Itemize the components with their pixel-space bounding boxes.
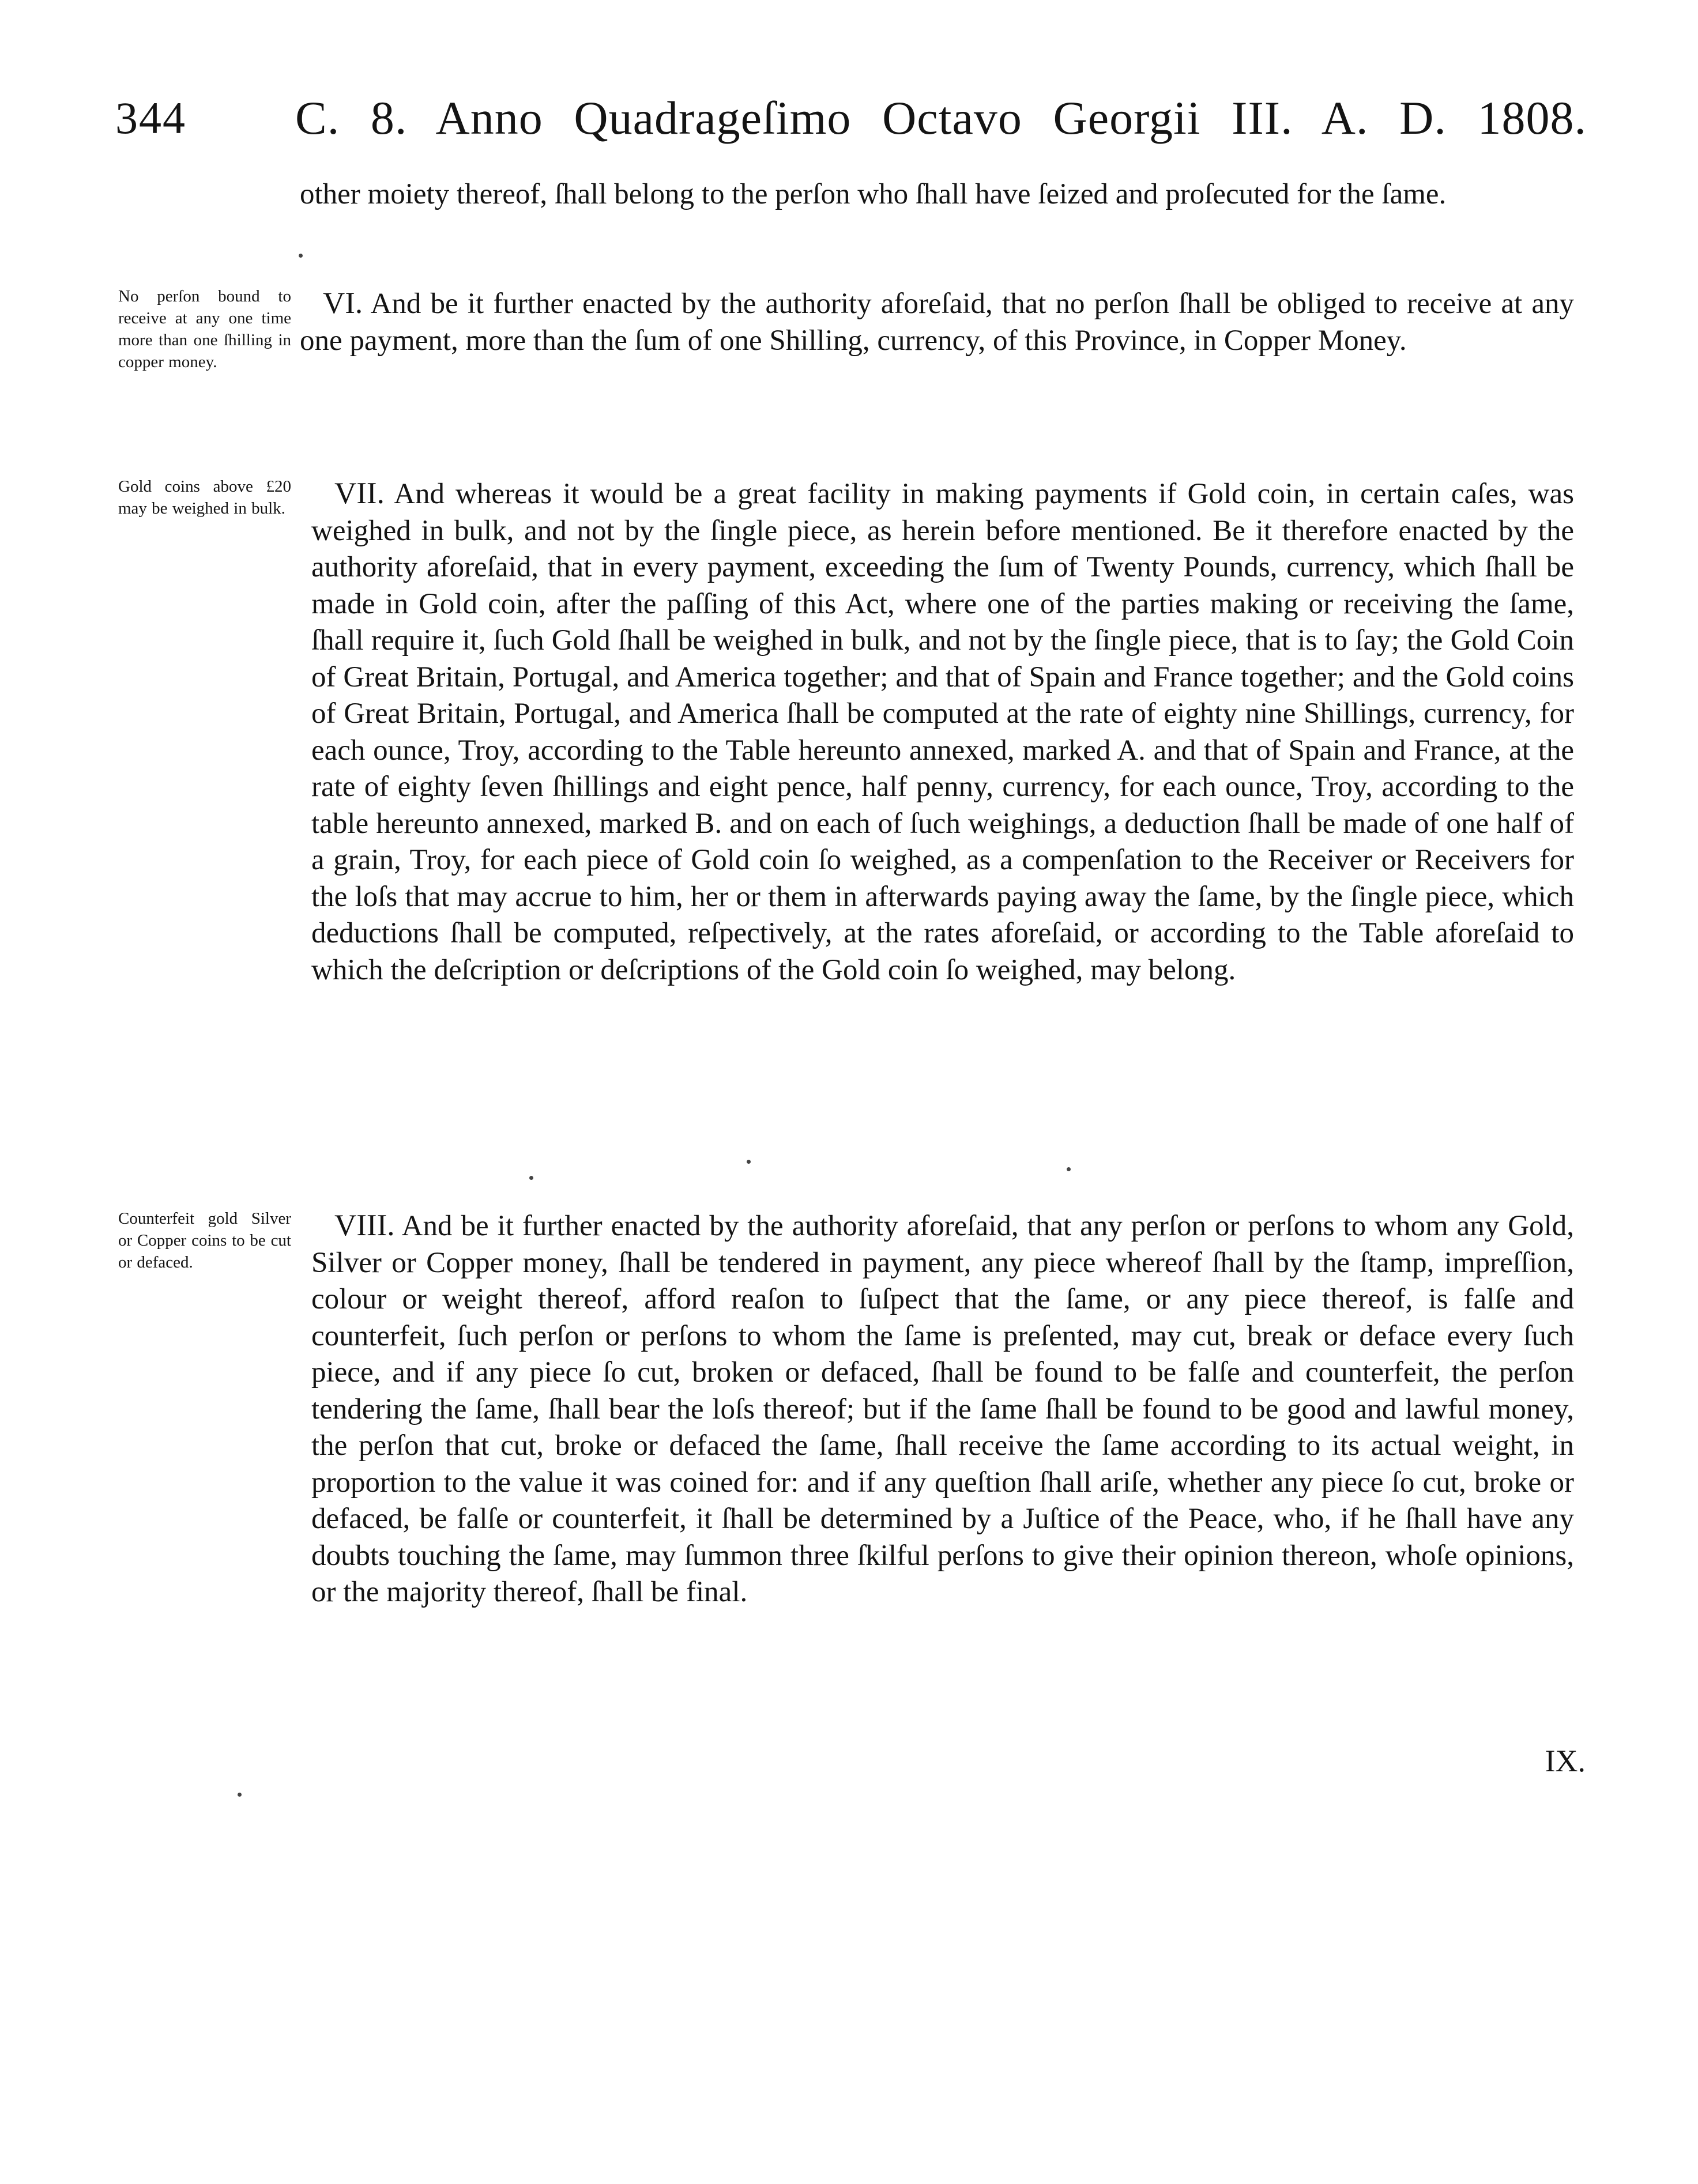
ink-speck [529,1176,533,1180]
page-header [115,89,1591,153]
section-number: VII. [334,477,385,510]
catchword: IX. [1545,1744,1586,1778]
section-number: VI. [323,286,363,320]
sidenote-copper-money: No perſon bound to receive at any one time more than one ſhilling in copper money. [118,287,291,371]
section-body: And be it further enacted by the authority aforeſaid, that any perſon or perſons to whom any Gold, Silver or Copper money, ſhall be tendered in payment, any piece whereof ſhall by the ſtamp, impreſſion, colour or weight thereof, afford reaſon to ſuſpect that the ſame, or any piece thereof, is falſe and counterfeit, ſuch perſon or perſons to whom the ſame is preſented, may cut, break or deface every ſuch piece, and if any piece ſo cut, broken or defaced, ſhall be found to be falſe and counterfeit, the perſon tendering the ſame, ſhall bear the loſs thereof; but if the ſame ſhall be found to be good and lawful money, the perſon that cut, broke or defaced the ſame, ſhall receive the ſame according to its actual weight, in proportion to the value it was coined for: and if any queſtion ſhall ariſe, whether any piece ſo cut, broke or defaced, be falſe or counterfeit, it ſhall be determined by a Juſtice of the Peace, who, if he ſhall have any doubts touching the ſame, may ſummon three ſkilful perſons to give their opinion thereon, whoſe opinions, or the majority thereof, ſhall be final. [311,1210,1575,1608]
ink-speck [238,1793,242,1797]
section-vi-text [300,285,1574,359]
section-number: VIII. [334,1209,395,1242]
page-number: 344 [115,93,186,143]
section-viii-text [311,1208,1574,1611]
ink-speck [299,254,303,258]
sidenote-gold-coins-bulk: Gold coins above £20 may be weighed in bulk. [118,477,291,518]
sidenote-counterfeit-coins: Counterfeit gold Silver or Copper coins to be cut or defaced. [118,1209,291,1272]
running-head: C. 8. Anno Quadrageſimo Octavo Georgii III. A. D. 1808. [295,92,1587,144]
ink-speck [1067,1167,1071,1171]
ink-speck [747,1160,751,1164]
section-body: And whereas it would be a great facility in making payments if Gold coin, in certain caſes, was weighed in bulk, and not by the ſingle piece, as herein before mentioned. Be it therefore enacted by the authority aforeſaid, that in every payment, exceeding the ſum of Twenty Pounds, currency, which ſhall be made in Gold coin, after the paſſing of this Act, where one of the parties making or receiving the ſame, ſhall require it, ſuch Gold ſhall be weighed in bulk, and not by the ſingle piece, that is to ſay; the Gold Coin of Great Britain, Portugal, and America together; and that of Spain and France together; and the Gold coins of Great Britain, Portugal, and America ſhall be computed at the rate of eighty nine Shillings, currency, for each ounce, Troy, according to the Table hereunto annexed, marked A. and that of Spain and France, at the rate of eighty ſeven ſhillings and eight pence, half penny, currency, for each ounce, Troy, according to the table hereunto annexed, marked B. and on each of ſuch weighings, a deduction ſhall be made of one half of a grain, Troy, for each piece of Gold coin ſo weighed, as a compenſation to the Receiver or Receivers for the loſs that may accrue to him, her or them in afterwards paying away the ſame, by the ſingle piece, which deductions ſhall be computed, reſpectively, at the rates aforeſaid, or according to the Table aforeſaid to which the deſcription or deſcriptions of the Gold coin ſo weighed, may belong. [311,478,1574,986]
section-vii-text [311,476,1574,989]
continuation-paragraph: other moiety thereof, ſhall belong to the perſon who ſhall have ſeized and proſecuted for the ſame. [300,178,1447,210]
section-body: And be it further enacted by the authority aforeſaid, that no perſon ſhall be obliged to receive at any one payment, more than the ſum of one Shilling, currency, of this Province, in Copper Money. [300,288,1574,357]
